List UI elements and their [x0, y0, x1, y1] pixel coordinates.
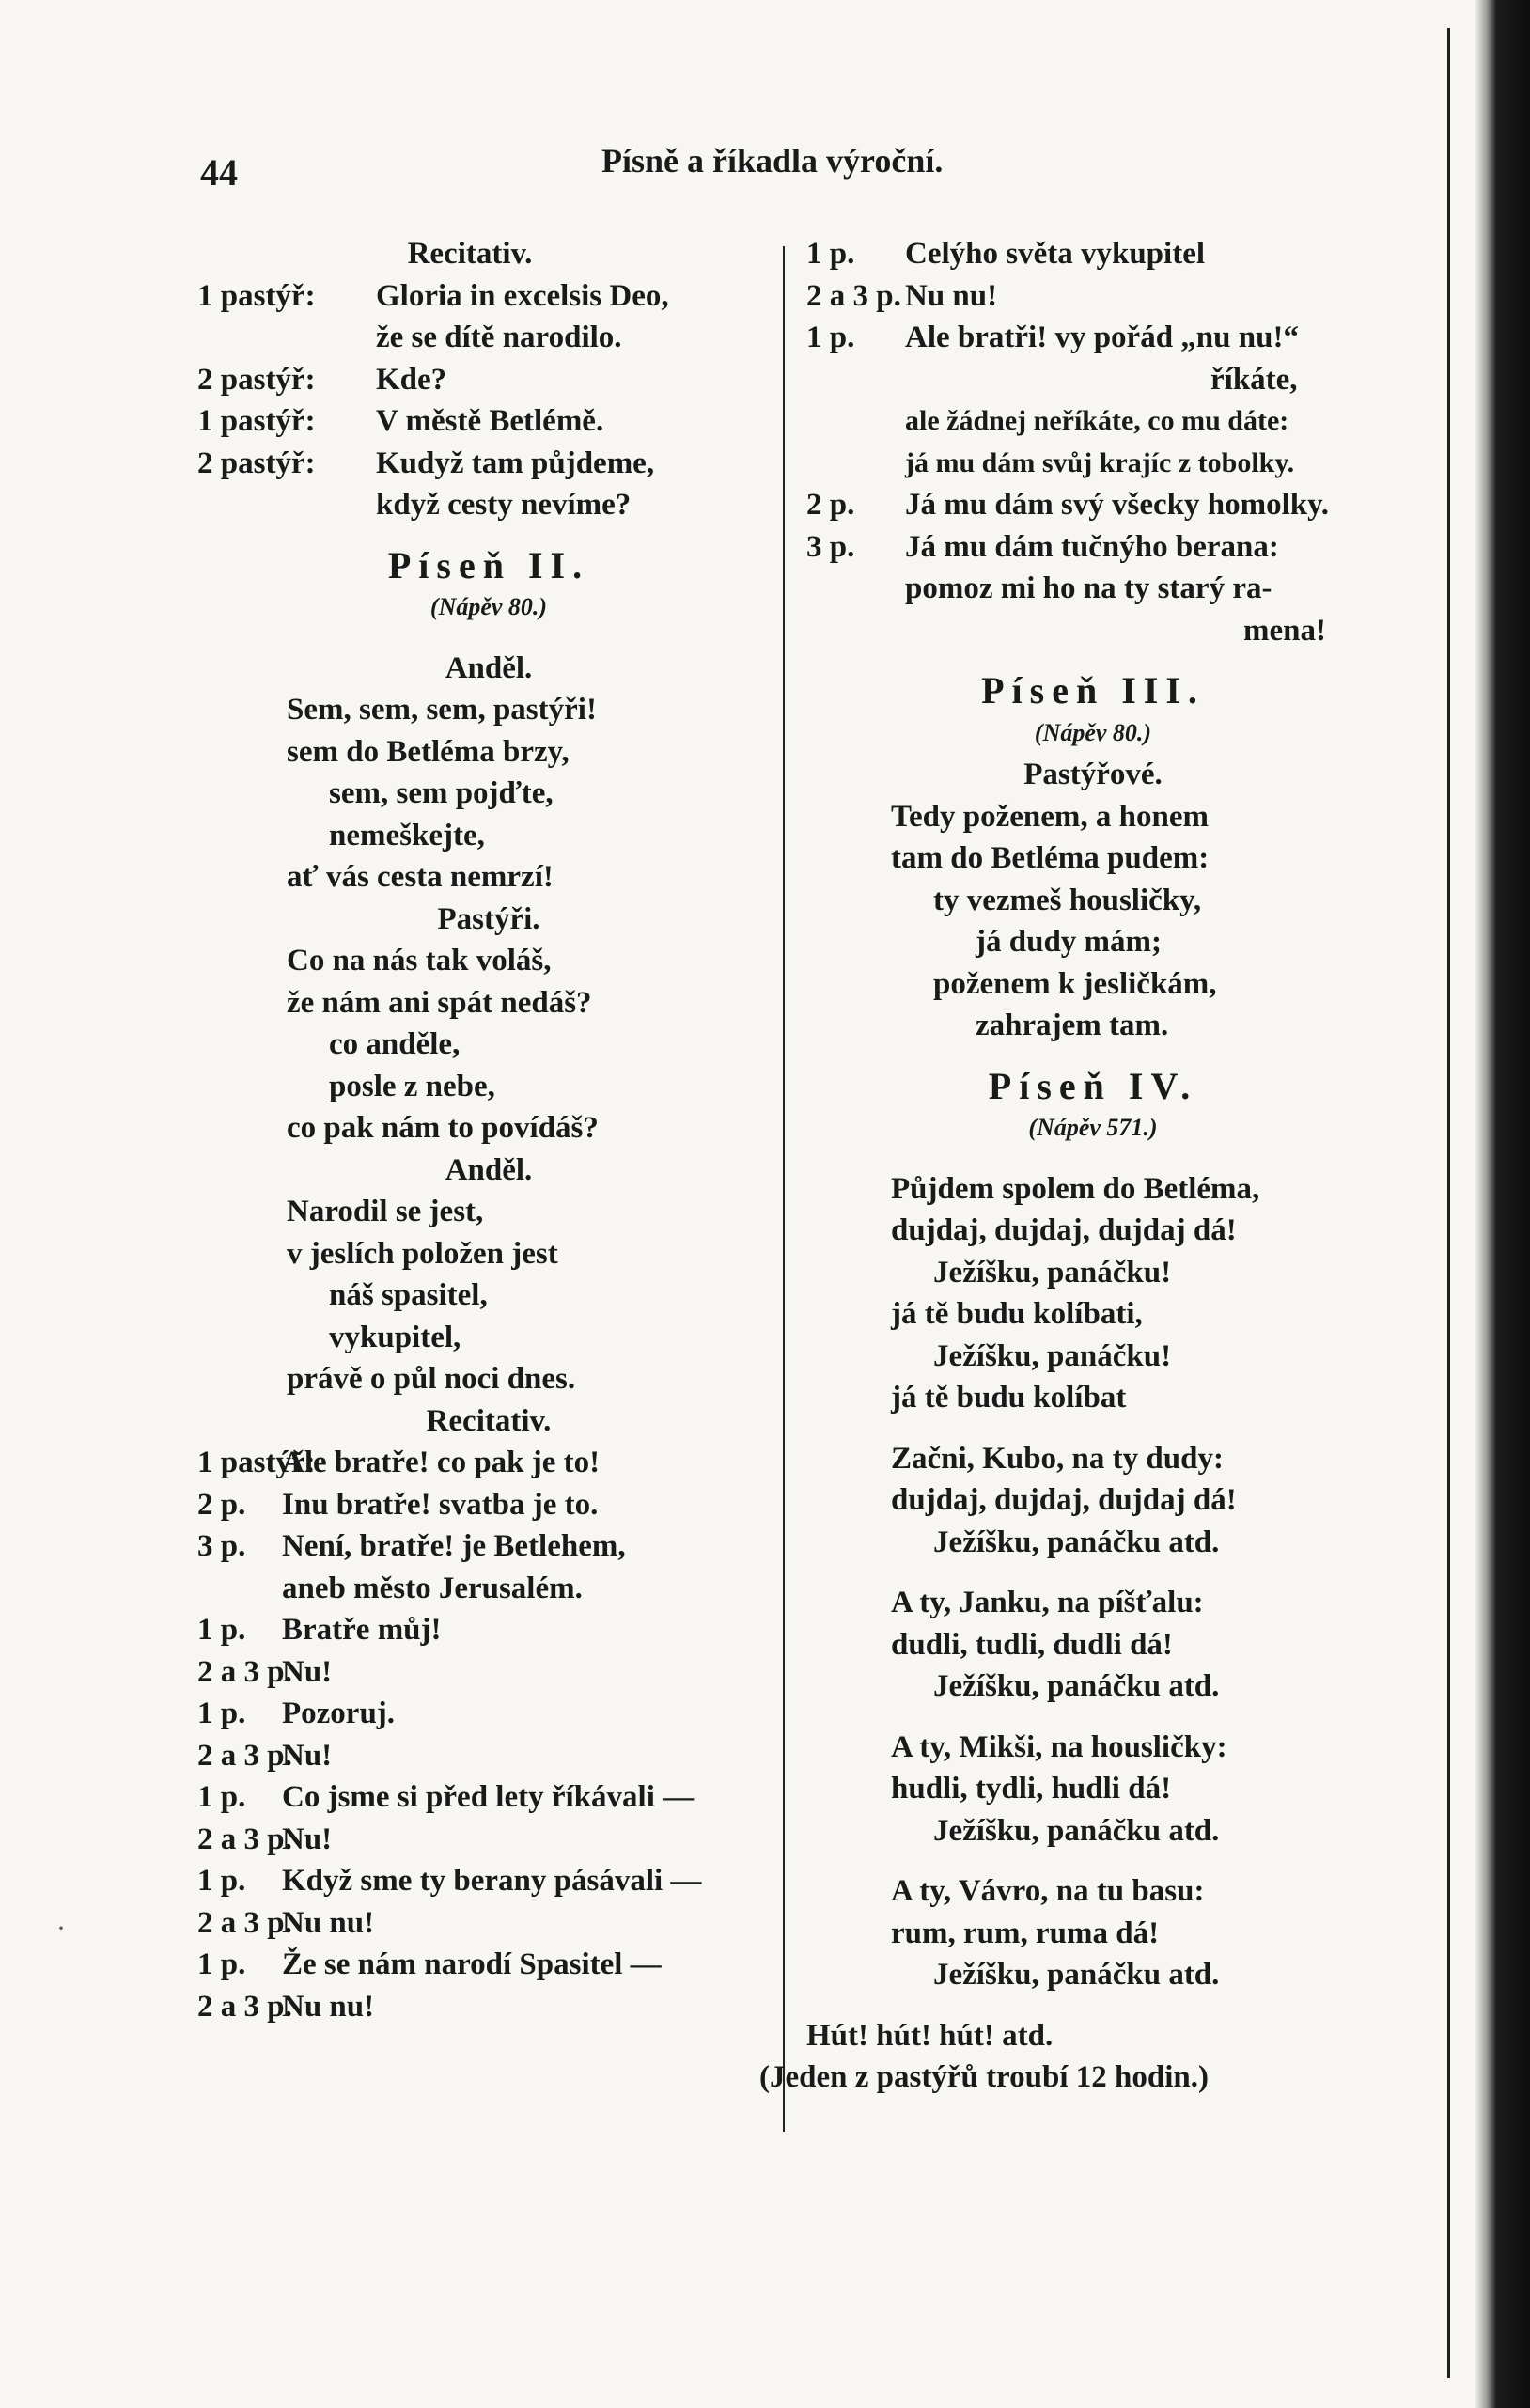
- dialogue-line: [197, 317, 780, 359]
- verse-line: zahrajem tam.: [976, 1009, 1169, 1042]
- dialogue: [806, 233, 1380, 651]
- recitativ-heading: Recitativ.: [426, 1403, 552, 1438]
- closing-line: Hút! hút! hút! atd.: [806, 2018, 1054, 2053]
- dialogue-text: Když sme ty berany pásávali —: [282, 1864, 702, 1898]
- verse-line: Ježíšku, panáčku atd.: [933, 1669, 1220, 1703]
- speaker-role: 1 p.: [197, 1947, 246, 1981]
- verse-line: náš spasitel,: [329, 1278, 488, 1312]
- column-divider: [783, 246, 785, 2132]
- dialogue-line: [806, 610, 1380, 652]
- dialogue-line: [806, 568, 1380, 610]
- dialogue-text: Pozoruj.: [282, 1697, 396, 1730]
- verse-line: já dudy mám;: [976, 925, 1163, 959]
- tune-reference: (Nápěv 80.): [1034, 718, 1152, 746]
- dialogue-line: [197, 1776, 780, 1819]
- speaker-role: 3 p.: [806, 529, 855, 564]
- right-column: [759, 233, 1380, 2099]
- dialogue-line: [197, 1693, 780, 1735]
- dialogue-text: Gloria in excelsis Deo,: [376, 278, 669, 313]
- dialogue-text: Že se nám narodí Spasitel —: [282, 1947, 662, 1981]
- dialogue-line: [197, 1568, 780, 1610]
- dialogue-line: [197, 1525, 780, 1568]
- speaker-role: 1 p.: [806, 321, 855, 354]
- page-edge-line: [1447, 28, 1450, 2378]
- speaker-heading: Pastýři.: [437, 901, 540, 936]
- dialogue-text: Inu bratře! svatba je to.: [282, 1487, 599, 1522]
- dialogue-line: [806, 484, 1380, 526]
- speaker-role: 1 p.: [197, 1864, 246, 1898]
- stanza: [806, 1438, 1380, 1564]
- dialogue-line: [197, 1609, 780, 1651]
- verse-line: Sem, sem, sem, pastýři!: [287, 693, 597, 727]
- dialogue-text: Nu nu!: [282, 1989, 375, 2024]
- dialogue-text: aneb město Jerusalém.: [282, 1571, 583, 1605]
- left-column: [197, 233, 780, 2027]
- speaker-role: [197, 317, 376, 359]
- speaker-role: 2 p.: [806, 488, 855, 522]
- dialogue-text: Ale bratři! vy pořád „nu nu!“: [905, 321, 1299, 354]
- dialogue-line: [806, 233, 1380, 275]
- dialogue-text: Já mu dám tučnýho berana:: [905, 529, 1279, 564]
- verse-line: sem do Betléma brzy,: [287, 734, 570, 769]
- speaker-role: 2 a 3 p.: [197, 1905, 292, 1940]
- recitativ-dialogue: [197, 275, 780, 526]
- dialogue-text: Nu nu!: [282, 1905, 375, 1940]
- book-spine: [1475, 0, 1530, 2408]
- song-title: Píseň IV.: [988, 1064, 1198, 1107]
- verse-line: dudli, tudli, dudli dá!: [891, 1627, 1173, 1662]
- speaker-role: 2 pastýř:: [197, 446, 316, 480]
- verse-line: posle z nebe,: [329, 1069, 495, 1103]
- verse: [197, 689, 780, 899]
- speaker-heading: Anděl.: [445, 1152, 533, 1187]
- dialogue-text: Celýho světa vykupitel: [905, 237, 1206, 271]
- dialogue-line: [806, 275, 1380, 318]
- verse-line: A ty, Vávro, na tu basu:: [891, 1874, 1205, 1908]
- speaker-role: 1 pastýř:: [197, 278, 316, 313]
- speaker-role: 2 pastýř:: [197, 362, 316, 397]
- speaker-role: 2 a 3 p.: [197, 1822, 292, 1856]
- dialogue-line: [197, 1484, 780, 1526]
- verse-line: tam do Betléma pudem:: [891, 841, 1210, 875]
- verse-line: co pak nám to povídáš?: [287, 1111, 599, 1145]
- verse-line: Začni, Kubo, na ty dudy:: [891, 1441, 1224, 1476]
- dialogue-line: [197, 1986, 780, 2028]
- verse-line: nemeškejte,: [329, 818, 485, 852]
- speaker-role: 1 p.: [197, 1780, 246, 1814]
- speaker-role: 1 p.: [197, 1697, 246, 1730]
- verse-line: právě o půl noci dnes.: [287, 1362, 576, 1396]
- speaker-role: [197, 484, 376, 526]
- dialogue-line: [197, 359, 780, 401]
- dialogue-text: Ale bratře! co pak je to!: [282, 1446, 601, 1479]
- dialogue-line: [197, 1902, 780, 1945]
- verse-line: ať vás cesta nemrzí!: [287, 860, 554, 894]
- running-title: Písně a říkadla výroční.: [601, 142, 944, 180]
- stanza: [806, 1727, 1380, 1853]
- verse-line: Ježíšku, panáčku atd.: [933, 1813, 1220, 1848]
- dialogue-text: Není, bratře! je Betlehem,: [282, 1529, 626, 1563]
- dialogue-text: když cesty nevíme?: [376, 488, 632, 522]
- stage-note: (Jeden z pastýřů troubí 12 hodin.): [759, 2060, 1209, 2094]
- dialogue-line: [197, 1819, 780, 1861]
- dialogue-line: [197, 1651, 780, 1694]
- dialogue-line: [197, 1735, 780, 1777]
- verse-line: Ježíšku, panáčku atd.: [933, 1525, 1220, 1559]
- verse-line: Narodil se jest,: [287, 1195, 484, 1228]
- dialogue-text: říkáte,: [1210, 362, 1298, 397]
- verse-line: v jeslích položen jest: [287, 1236, 558, 1271]
- stanza: [806, 1870, 1380, 1996]
- dialogue-text: mena!: [1243, 613, 1326, 648]
- verse-line: Co na nás tak voláš,: [287, 944, 552, 977]
- song-title: Píseň III.: [981, 669, 1205, 711]
- dialogue-line: [806, 400, 1380, 443]
- verse-line: poženem k jesličkám,: [933, 966, 1217, 1001]
- dialogue-line: [197, 1860, 780, 1902]
- speaker-role: 1 pastýř:: [197, 1446, 316, 1479]
- speaker-heading: Anděl.: [445, 650, 533, 685]
- verse-line: dujdaj, dujdaj, dujdaj dá!: [891, 1483, 1237, 1517]
- tune-reference: (Nápěv 80.): [429, 593, 548, 620]
- dialogue-line: [197, 1442, 780, 1484]
- verse-line: co anděle,: [329, 1027, 461, 1061]
- verse-line: Tedy poženem, a honem: [891, 799, 1209, 834]
- verse-line: A ty, Mikši, na housličky:: [891, 1729, 1227, 1764]
- speaker-role: 3 p.: [197, 1529, 246, 1563]
- verse-line: Půjdem spolem do Betléma,: [891, 1171, 1260, 1206]
- speaker-heading: Pastýřové.: [1023, 758, 1163, 791]
- speaker-role: 2 a 3 p.: [197, 1989, 292, 2024]
- dialogue-text: Nu!: [282, 1738, 333, 1773]
- verse-line: Ježíšku, panáčku!: [933, 1338, 1172, 1373]
- dialogue-text: V městě Betlémě.: [376, 404, 604, 438]
- verse-line: já tě budu kolíbati,: [891, 1297, 1143, 1331]
- verse-line: že nám ani spát nedáš?: [287, 985, 592, 1020]
- verse-line: dujdaj, dujdaj, dujdaj dá!: [891, 1213, 1237, 1247]
- dialogue-text: Bratře můj!: [282, 1613, 442, 1647]
- dialogue-text: Kde?: [376, 362, 447, 397]
- dialogue-text: Nu nu!: [905, 278, 998, 313]
- recitativ-dialogue: [197, 1442, 780, 2027]
- speck-mark: ·: [56, 1913, 66, 1944]
- verse-line: hudli, tydli, hudli dá!: [891, 1772, 1172, 1806]
- dialogue-line: [197, 1944, 780, 1986]
- stanza: [806, 1168, 1380, 1419]
- dialogue-line: [806, 359, 1380, 401]
- verse-line: Ježíšku, panáčku!: [933, 1255, 1172, 1290]
- tune-reference: (Nápěv 571.): [1028, 1114, 1158, 1141]
- verse-line: sem, sem pojďte,: [329, 776, 554, 810]
- dialogue-line: [197, 443, 780, 485]
- dialogue-line: [806, 443, 1380, 485]
- dialogue-text: já mu dám svůj krajíc z tobolky.: [905, 446, 1295, 478]
- dialogue-text: že se dítě narodilo.: [376, 321, 622, 354]
- dialogue-line: [806, 317, 1380, 359]
- dialogue-text: ale žádnej neříkáte, co mu dáte:: [905, 405, 1289, 436]
- speaker-role: 1 p.: [197, 1613, 246, 1647]
- verse-line: já tě budu kolíbat: [891, 1381, 1127, 1415]
- speaker-role: 2 a 3 p.: [197, 1738, 292, 1773]
- verse-line: Ježíšku, panáčku atd.: [933, 1958, 1220, 1992]
- verse-line: ty vezmeš housličky,: [933, 883, 1202, 917]
- speaker-role: 2 p.: [197, 1487, 246, 1522]
- verse-line: A ty, Janku, na píšťalu:: [891, 1586, 1204, 1619]
- verse-line: vykupitel,: [329, 1320, 461, 1354]
- dialogue-text: pomoz mi ho na ty starý ra-: [905, 571, 1272, 605]
- dialogue-line: [197, 275, 780, 318]
- dialogue-line: [197, 484, 780, 526]
- speaker-role: 2 a 3 p.: [197, 1654, 292, 1689]
- dialogue-text: Co jsme si před lety říkávali —: [282, 1780, 695, 1814]
- dialogue-text: Nu!: [282, 1822, 333, 1856]
- speaker-role: 2 a 3 p.: [806, 278, 901, 313]
- stanza: [806, 1582, 1380, 1708]
- dialogue-text: Já mu dám svý všecky homolky.: [905, 488, 1330, 522]
- recitativ-heading: Recitativ.: [407, 237, 533, 271]
- verse: [806, 796, 1380, 1047]
- dialogue-text: Nu!: [282, 1654, 333, 1689]
- speaker-role: 1 pastýř:: [197, 404, 316, 438]
- dialogue-text: Kudyž tam půjdeme,: [376, 446, 655, 480]
- page-number: 44: [200, 151, 238, 194]
- speaker-role: 1 p.: [806, 237, 855, 271]
- dialogue-line: [806, 526, 1380, 569]
- speaker-role: [197, 1568, 282, 1610]
- verse: [197, 1191, 780, 1400]
- verse: [197, 940, 780, 1149]
- dialogue-line: [197, 400, 780, 443]
- song-title: Píseň II.: [387, 543, 590, 586]
- verse-line: rum, rum, ruma dá!: [891, 1915, 1160, 1950]
